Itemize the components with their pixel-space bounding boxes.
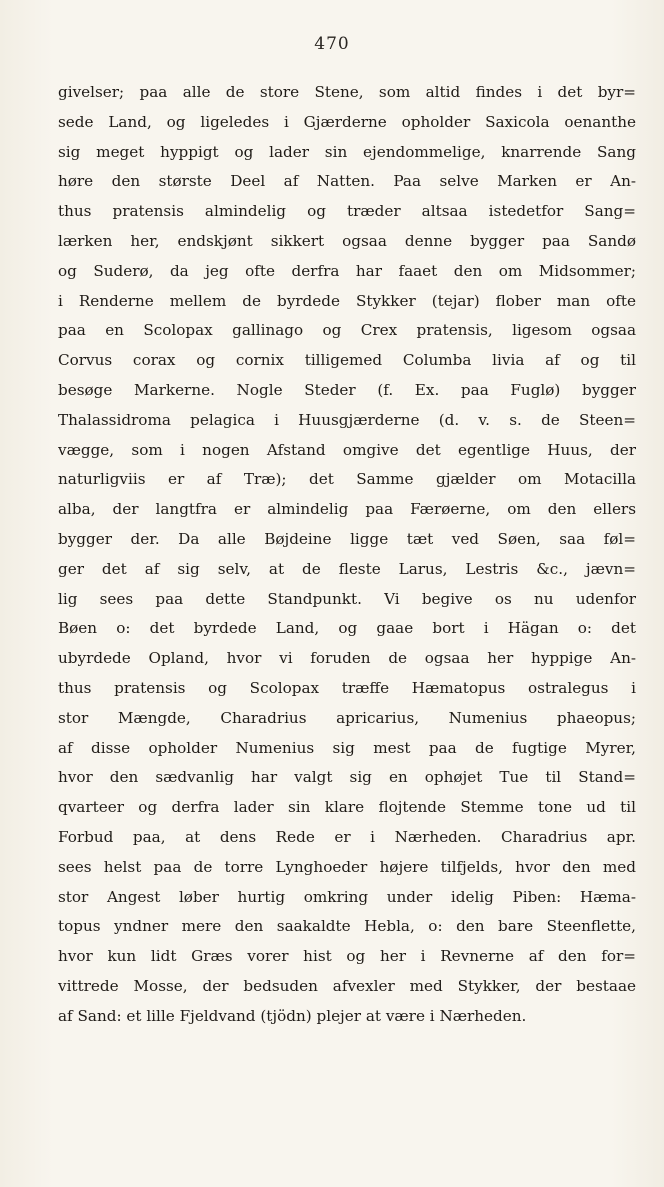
text-line: stor Mængde, Charadrius apricarius, Numenius phaeopus; xyxy=(58,708,636,727)
text-line: bygger der. Da alle Bøjdeine ligge tæt ved Søen, saa føl= xyxy=(58,529,636,548)
text-line: givelser; paa alle de store Stene, som altid findes i det byr= xyxy=(58,83,636,101)
text-line: i Renderne mellem de byrdede Stykker (tejar) flober man ofte xyxy=(58,291,636,310)
text-line: ubyrdede Opland, hvor vi foruden de ogsaa her hyppige An- xyxy=(58,649,636,668)
text-line: lærken her, endskjønt sikkert ogsaa denne bygger paa Sandø xyxy=(58,231,636,250)
text-line: Forbud paa, at dens Rede er i Nærheden. Charadrius apr. xyxy=(58,827,636,846)
text-line: høre den største Deel af Natten. Paa selve Marken er An- xyxy=(58,172,636,191)
text-line: topus yndner mere den saakaldte Hebla, o: den bare Steenflette, xyxy=(58,917,636,936)
text-line: besøge Markerne. Nogle Steder (f. Ex. paa Fuglø) bygger xyxy=(58,380,636,399)
body-text xyxy=(58,78,636,1032)
text-line: vægge, som i nogen Afstand omgive det egentlige Huus, der xyxy=(58,440,636,459)
text-line: stor Angest løber hurtig omkring under idelig Piben: Hæma- xyxy=(58,887,636,906)
text-line: sees helst paa de torre Lynghoeder højere tilfjelds, hvor den med xyxy=(58,857,636,876)
text-line: ger det af sig selv, at de fleste Larus, Lestris &c., jævn= xyxy=(58,559,636,578)
text-line: naturligviis er af Træ); det Samme gjælder om Motacilla xyxy=(58,470,636,489)
text-line: lig sees paa dette Standpunkt. Vi begive os nu udenfor xyxy=(58,589,636,608)
text-line: thus pratensis og Scolopax træffe Hæmatopus ostralegus i xyxy=(58,678,636,697)
text-line: paa en Scolopax gallinago og Crex pratensis, ligesom ogsaa xyxy=(58,321,636,340)
text-line: og Suderø, da jeg ofte derfra har faaet den om Midsommer; xyxy=(58,261,636,280)
text-line: Thalassidroma pelagica i Huusgjærderne (d. v. s. de Steen= xyxy=(58,410,636,429)
text-line: af Sand: et lille Fjeldvand (tjödn) plejer at være i Nærheden. xyxy=(58,1006,527,1025)
text-line: vittrede Mosse, der bedsuden afvexler med Stykker, der bestaae xyxy=(58,976,636,995)
text-line: alba, der langtfra er almindelig paa Færøerne, om den ellers xyxy=(58,500,636,519)
text-line: hvor den sædvanlig har valgt sig en ophøjet Tue til Stand= xyxy=(58,768,636,787)
text-line: Bøen o: det byrdede Land, og gaae bort i Hägan o: det xyxy=(58,619,636,638)
text-line: sede Land, og ligeledes i Gjærderne opholder Saxicola oenanthe xyxy=(58,112,636,131)
text-line: Corvus corax og cornix tilligemed Columba livia af og til xyxy=(58,351,636,370)
text-line: af disse opholder Numenius sig mest paa de fugtige Myrer, xyxy=(58,738,636,757)
page-number: 470 xyxy=(314,34,350,54)
text-line: thus pratensis almindelig og træder altsaa istedetfor Sang= xyxy=(58,202,636,221)
text-line: sig meget hyppigt og lader sin ejendommelige, knarrende Sang xyxy=(58,142,636,161)
text-line: qvarteer og derfra lader sin klare flojtende Stemme tone ud til xyxy=(58,798,636,817)
text-line: hvor kun lidt Græs vorer hist og her i Revnerne af den for= xyxy=(58,947,636,966)
